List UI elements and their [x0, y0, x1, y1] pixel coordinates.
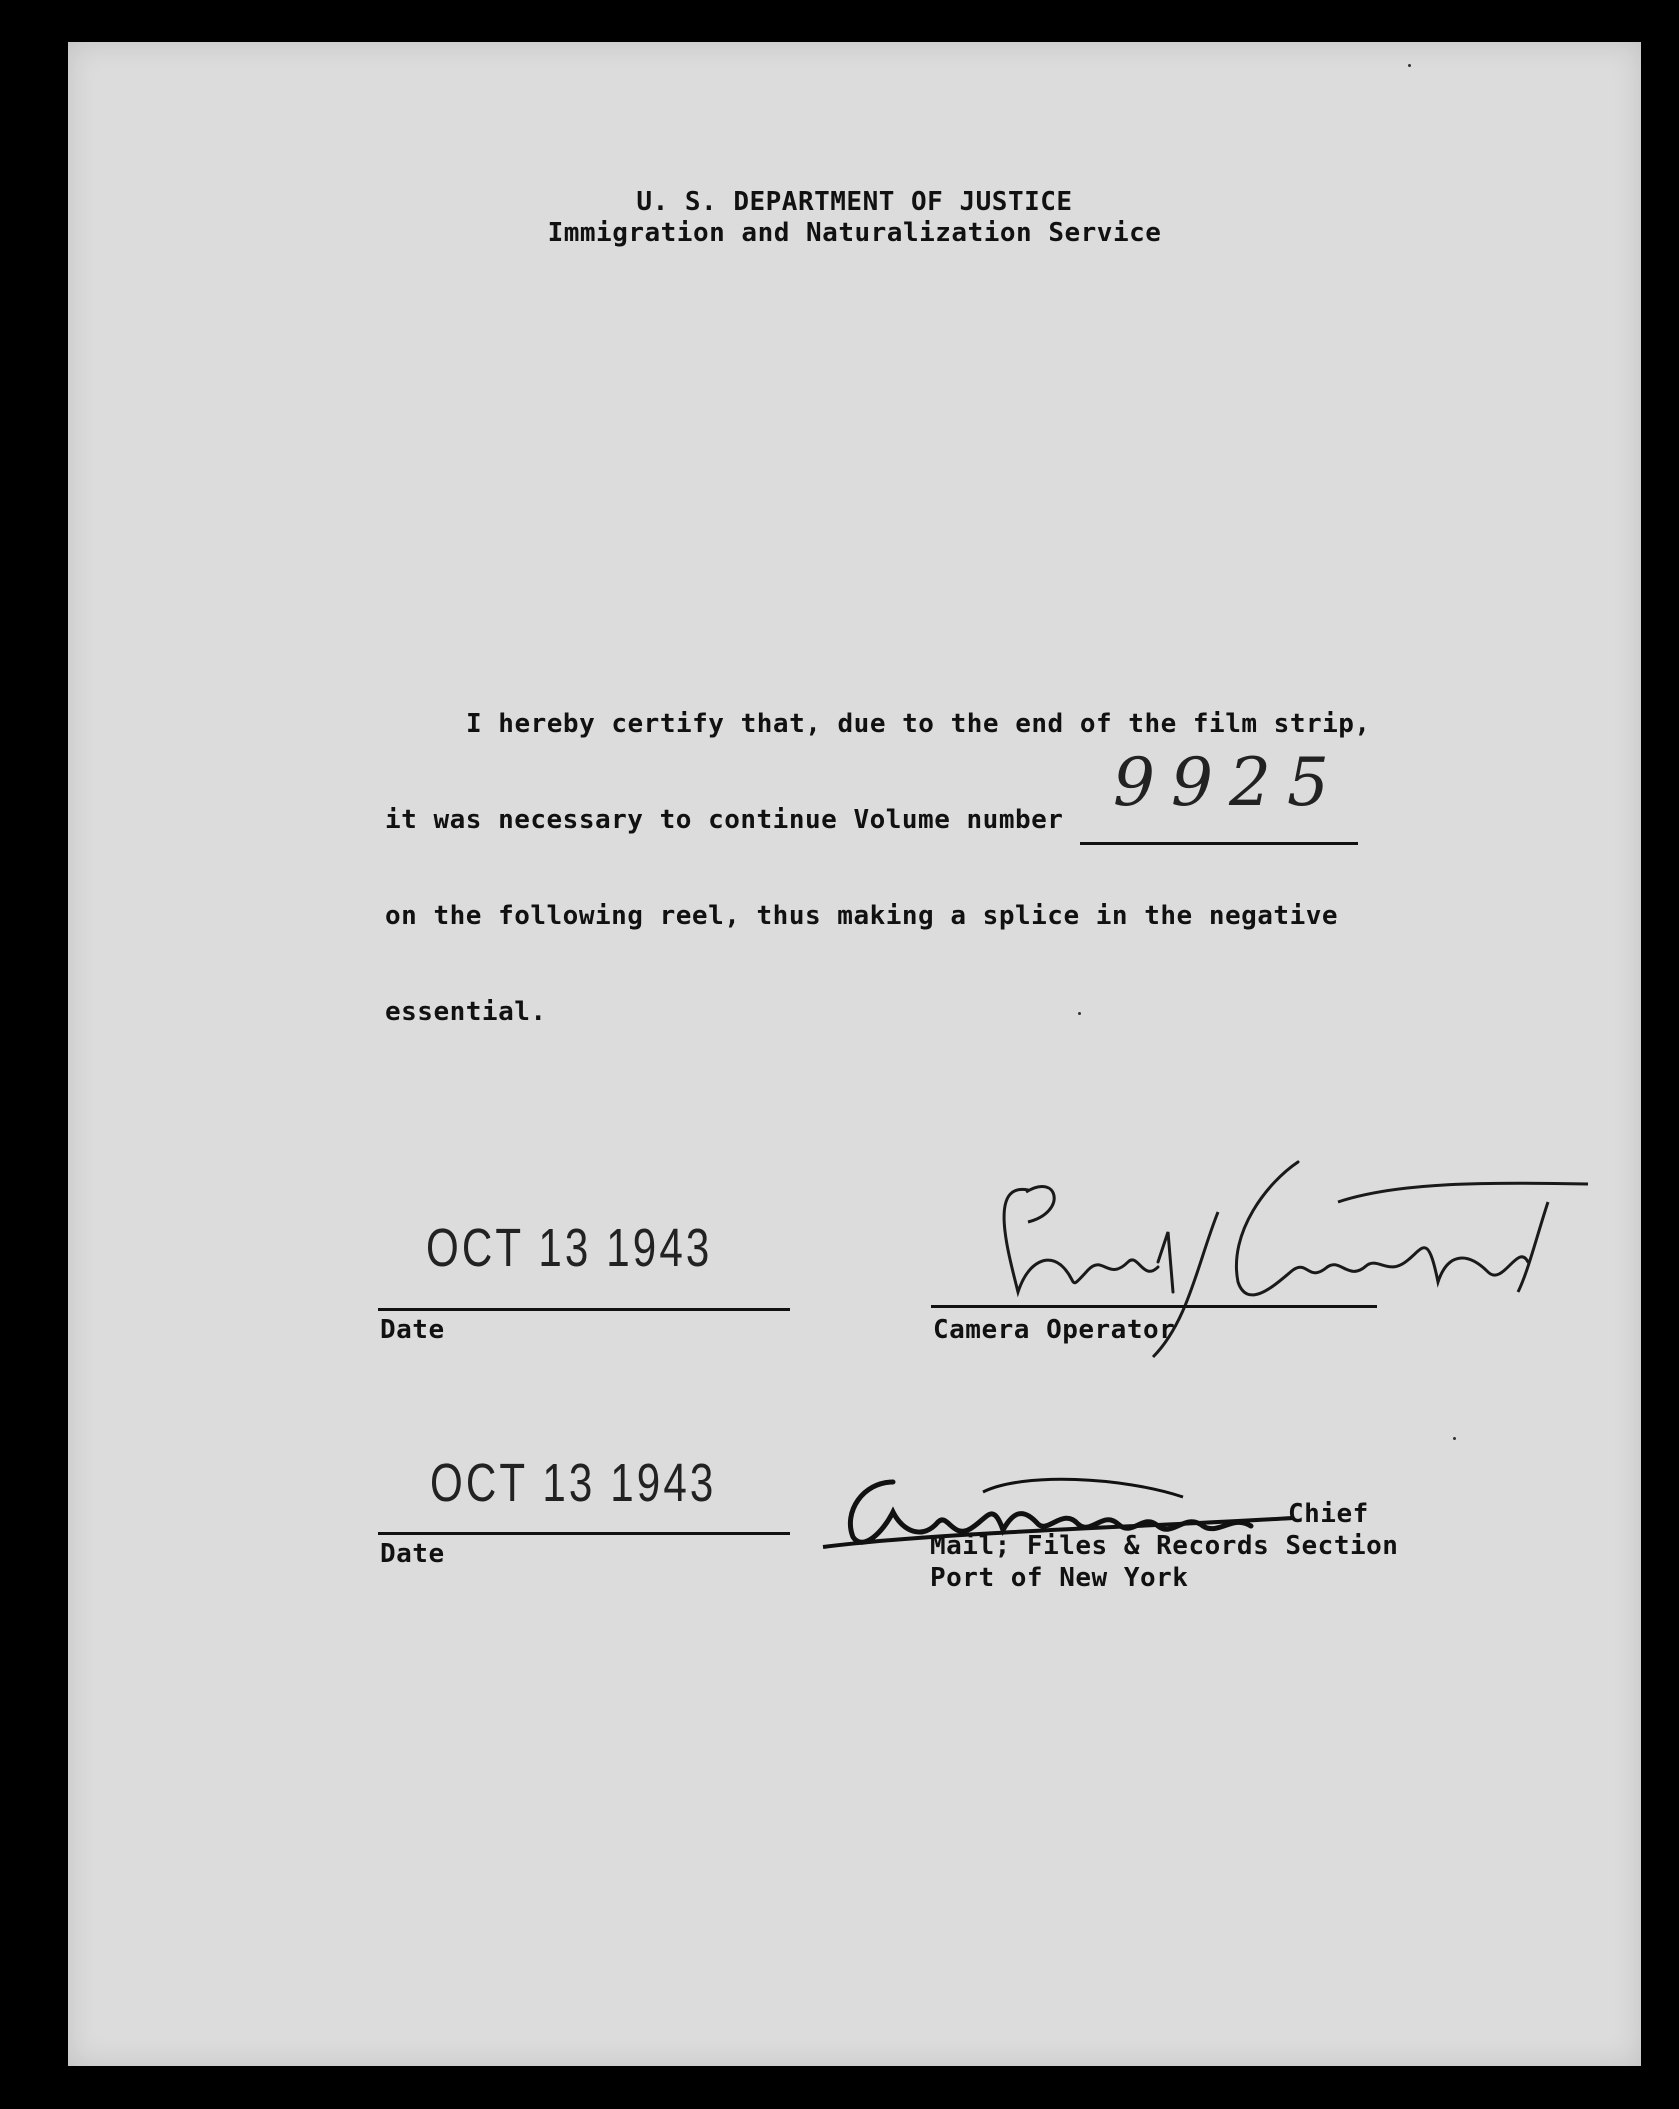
- dust-speck: [1408, 64, 1411, 67]
- dust-speck: [1453, 1437, 1456, 1440]
- certification-line-3: on the following reel, thus making a splice in the negative: [385, 901, 1339, 931]
- volume-number-underline: [1080, 842, 1358, 845]
- certification-line-1: I hereby certify that, due to the end of the film strip,: [466, 709, 1371, 739]
- date-stamp-1: OCT 13 1943: [426, 1218, 713, 1278]
- date-stamp-2: OCT 13 1943: [430, 1453, 717, 1513]
- document-page: [68, 42, 1641, 2066]
- camera-operator-label: Camera Operator: [933, 1315, 1176, 1345]
- department-heading: U. S. DEPARTMENT OF JUSTICE: [636, 187, 1073, 217]
- volume-number: 9925: [1113, 744, 1345, 821]
- service-heading: Immigration and Naturalization Service: [547, 218, 1162, 248]
- date-label-1: Date: [380, 1315, 445, 1345]
- certification-line-2: it was necessary to continue Volume number: [385, 805, 1064, 835]
- certification-line-4: essential.: [385, 997, 547, 1027]
- chief-title: Chief: [1288, 1499, 1369, 1529]
- date-line-2: [378, 1532, 790, 1535]
- camera-operator-line: [931, 1305, 1377, 1308]
- chief-port: Port of New York: [930, 1563, 1189, 1593]
- date-label-2: Date: [380, 1539, 445, 1569]
- dust-speck: [1078, 1012, 1081, 1015]
- chief-section: Mail; Files & Records Section: [930, 1531, 1399, 1561]
- date-line-1: [378, 1308, 790, 1311]
